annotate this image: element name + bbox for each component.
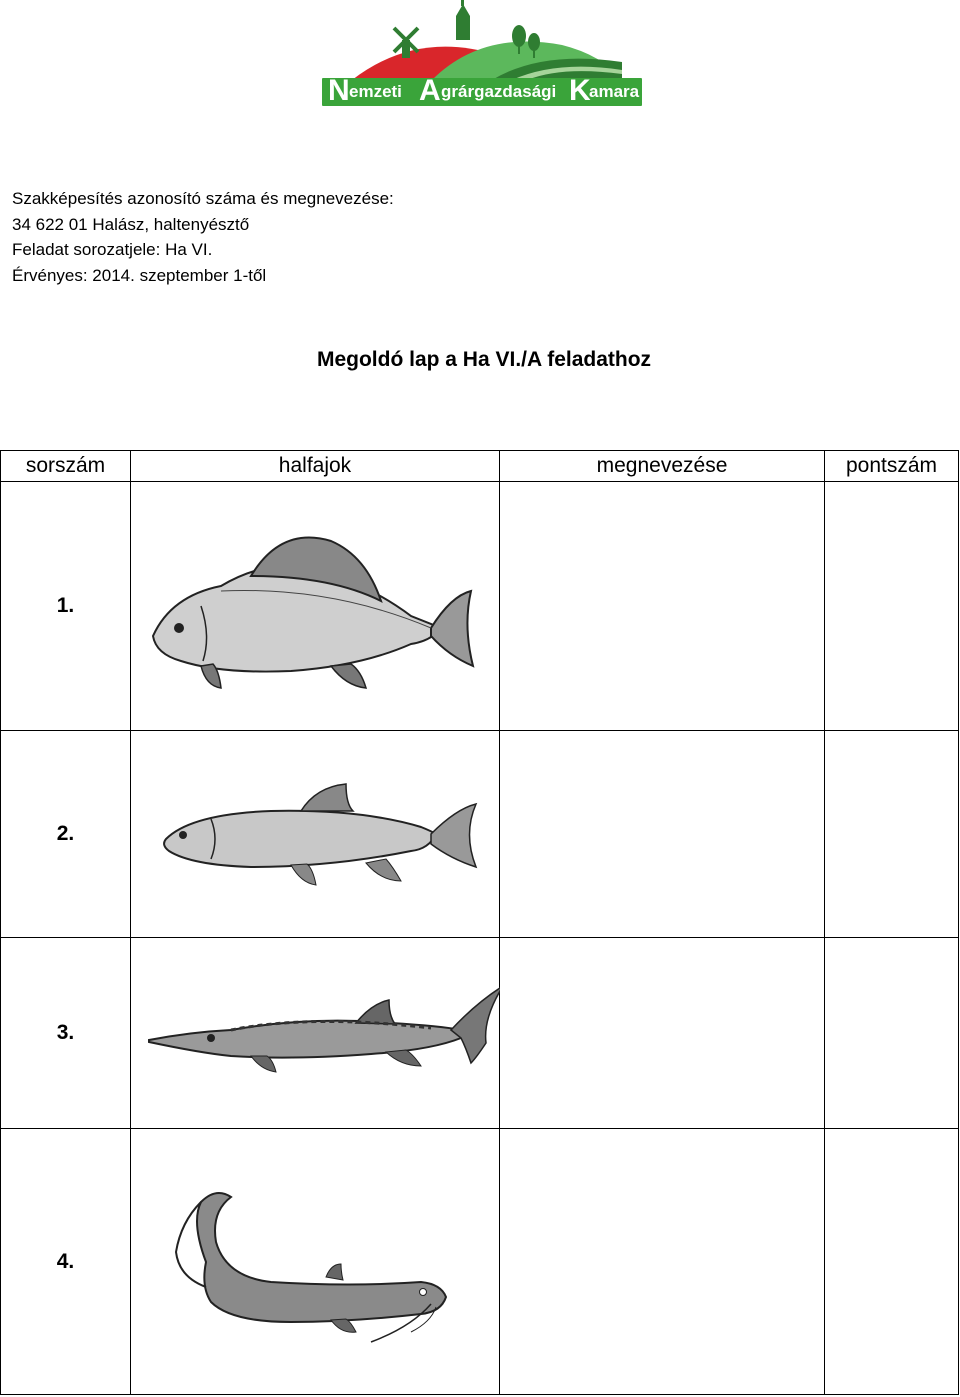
logo-letter-n: N <box>328 74 350 107</box>
fish-image-cell <box>131 482 500 731</box>
score-cell[interactable] <box>825 938 959 1129</box>
score-cell[interactable] <box>825 731 959 938</box>
qualification-code: 34 622 01 Halász, haltenyésztő <box>12 214 250 234</box>
header-pontszam: pontszám <box>825 451 959 482</box>
answer-name-cell[interactable] <box>500 482 825 731</box>
header-megnevezese: megnevezése <box>500 451 825 482</box>
catfish-icon <box>131 1172 500 1352</box>
logo-letter-a: A <box>419 74 441 107</box>
table-row <box>1 938 959 1129</box>
table-row <box>1 731 959 938</box>
answer-name-cell[interactable] <box>500 938 825 1129</box>
task-series: Feladat sorozatjele: Ha VI. <box>12 240 213 259</box>
carp-fish-icon <box>131 516 500 696</box>
header-halfajok: halfajok <box>131 451 500 482</box>
row-number: 1. <box>1 482 131 731</box>
answer-name-cell[interactable] <box>500 1129 825 1395</box>
table-row <box>1 482 959 731</box>
fish-image-cell <box>131 1129 500 1395</box>
logo-letter-k: K <box>569 74 591 107</box>
qualification-line: Szakképesítés azonosító száma és megnevezése: <box>12 189 394 208</box>
logo-word-agrargazdasagi: grárgazdasági <box>441 82 557 101</box>
row-number: 2. <box>1 731 131 938</box>
validity-date: Érvényes: 2014. szeptember 1-től <box>12 265 267 285</box>
table-row <box>1 1129 959 1395</box>
row-number: 3. <box>1 938 131 1129</box>
chub-fish-icon <box>131 759 500 909</box>
row-number: 4. <box>1 1129 131 1395</box>
answer-name-cell[interactable] <box>500 731 825 938</box>
logo-word-nemzeti: emzeti <box>349 82 402 101</box>
page-title: Megoldó lap a Ha VI./A feladathoz <box>316 348 652 371</box>
logo-landscape-icon <box>322 0 642 80</box>
logo-word-kamara: amara <box>589 82 640 101</box>
table-header-row <box>1 451 959 482</box>
chamber-logo <box>322 0 642 108</box>
fish-image-cell <box>131 731 500 938</box>
answer-table <box>0 450 959 1395</box>
score-cell[interactable] <box>825 1129 959 1395</box>
sturgeon-fish-icon <box>131 968 500 1098</box>
score-cell[interactable] <box>825 482 959 731</box>
header-sorszam: sorszám <box>1 451 131 482</box>
logo-wordmark <box>322 74 642 107</box>
qualification-info <box>12 186 394 288</box>
fish-image-cell <box>131 938 500 1129</box>
